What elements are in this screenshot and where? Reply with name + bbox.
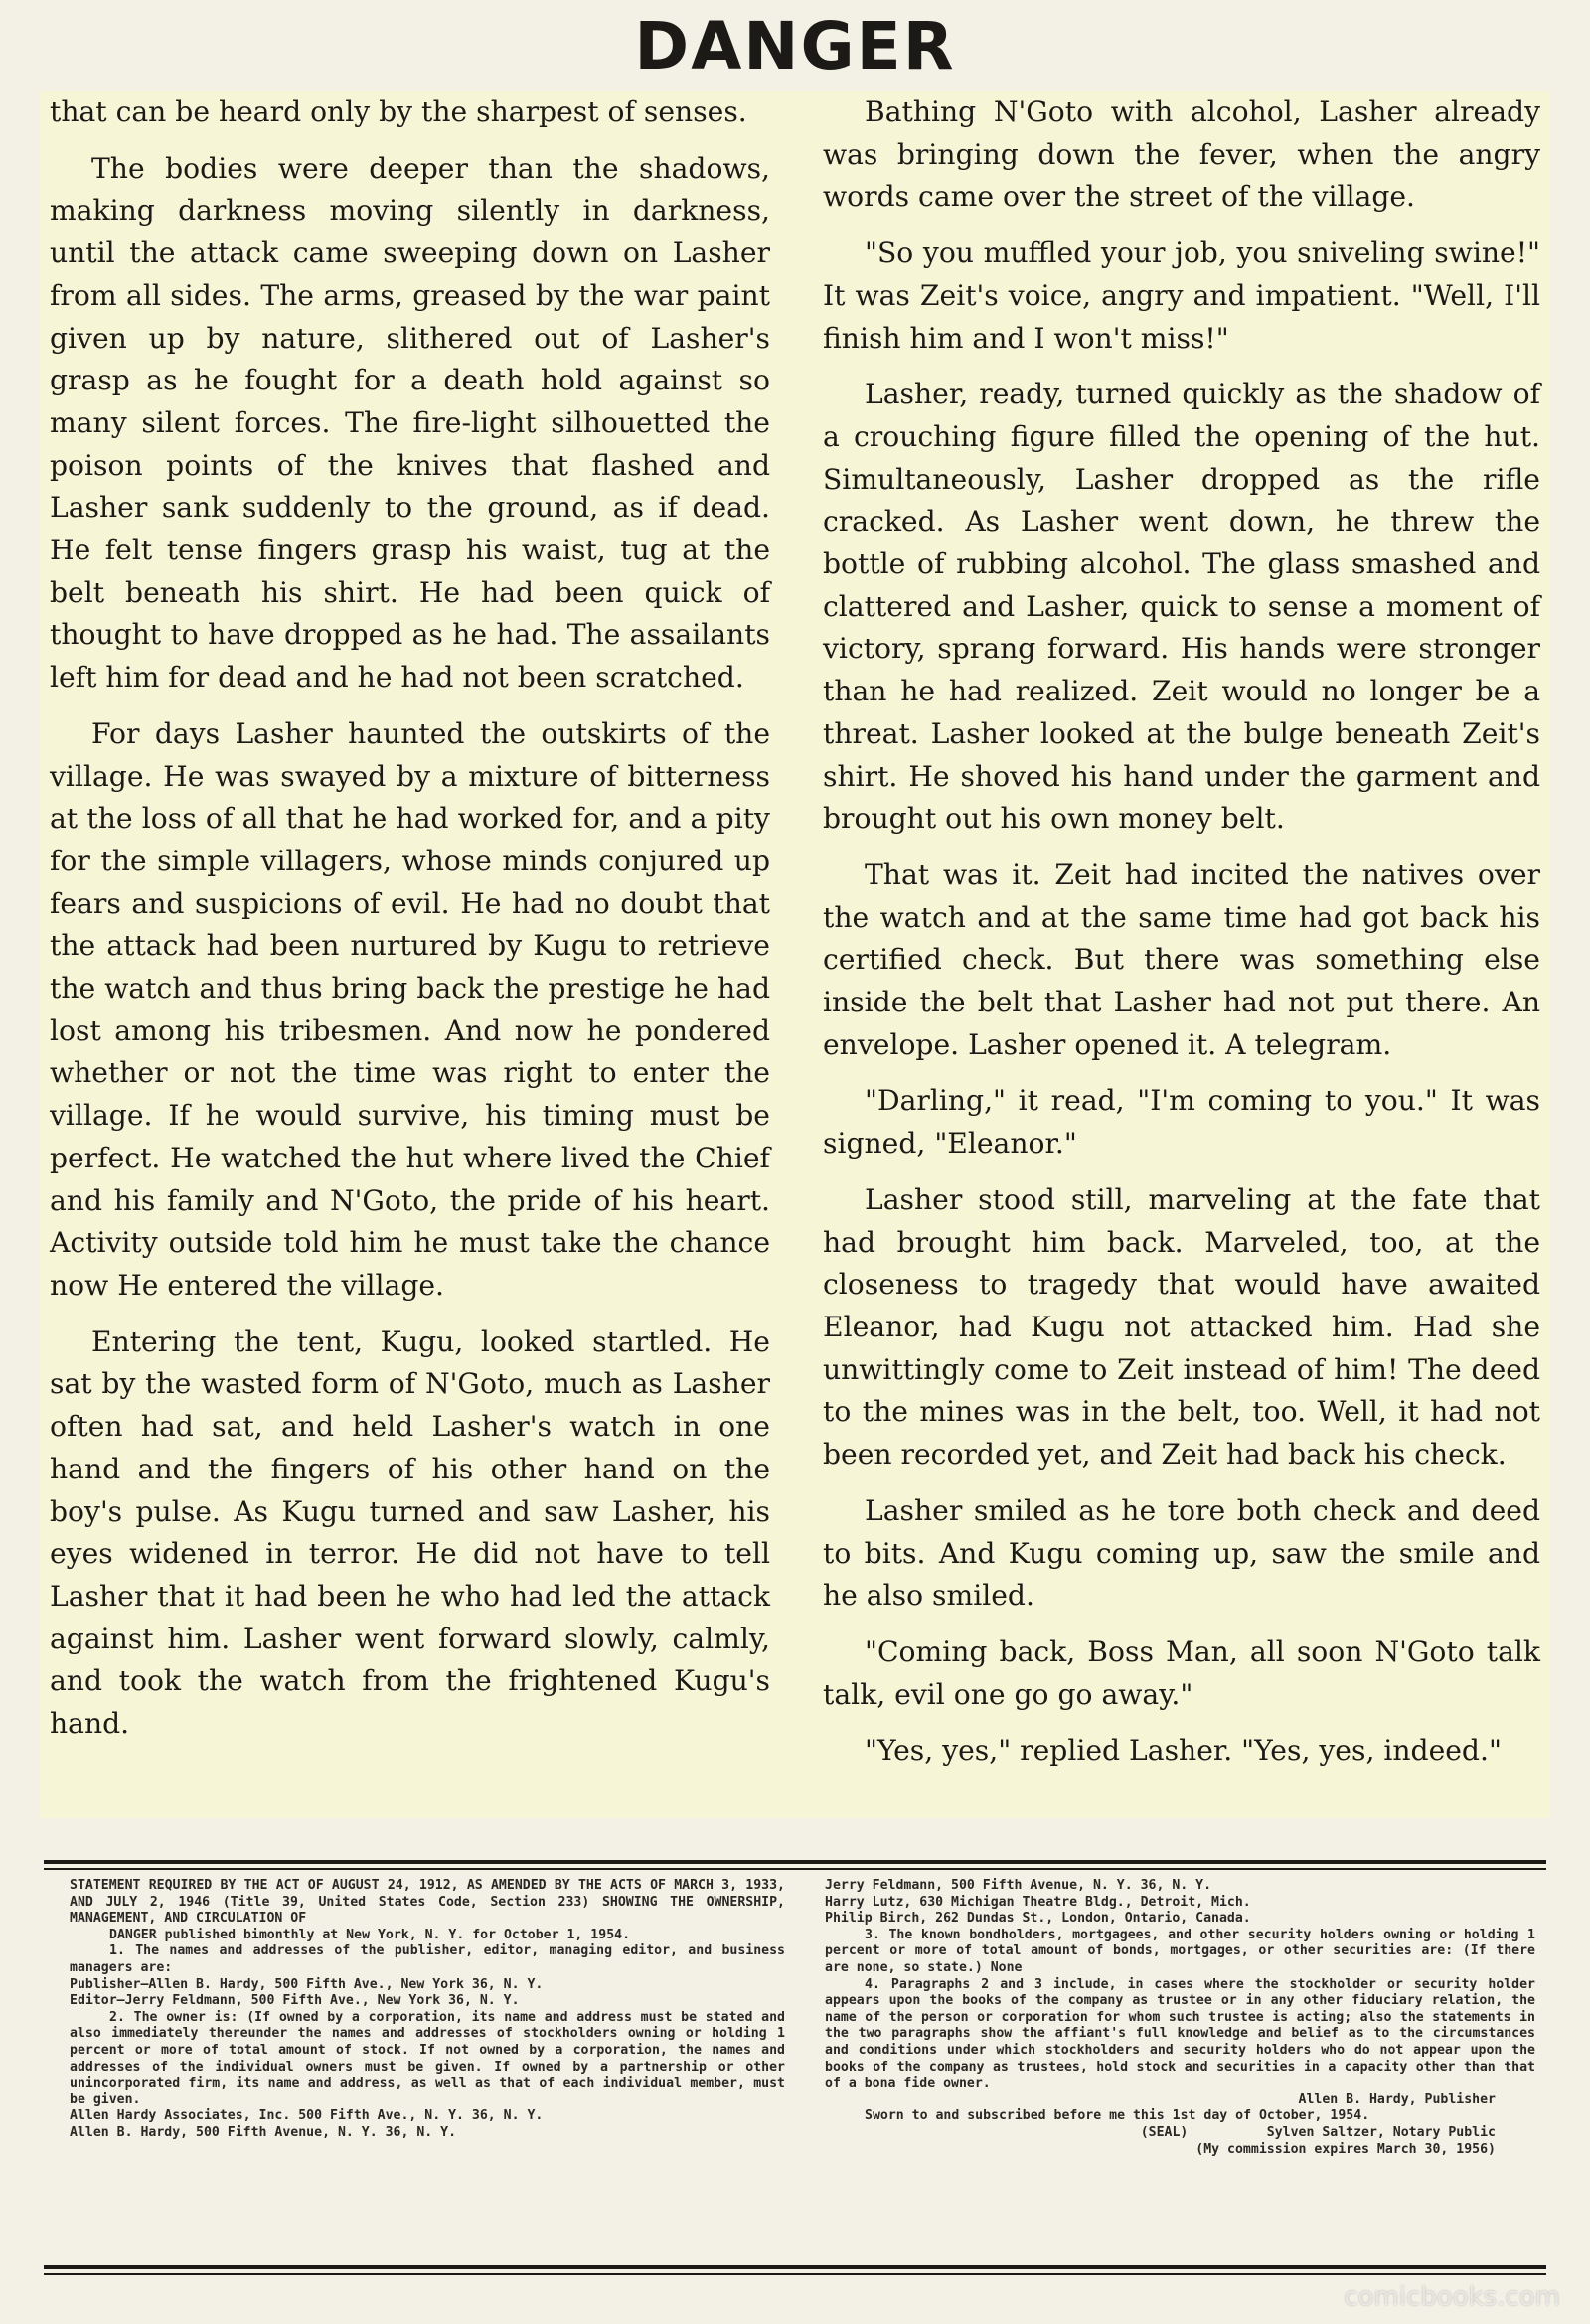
statement-line: 4. Paragraphs 2 and 3 include, in cases where the stockholder or security holder appears upon the books of the company as trustee or in any other fiduciary relation, the name of the person or corporation for whom such trustee is acting; also the statements in the two paragraphs show the affiant's full knowledge and belief as to the circumstances and conditions under which stockholders and security holders who do not appear upon the books of the company as trustees, hold stock and securities in a capacity other than that of a bona fide owner. [825, 1976, 1535, 2092]
notary-line: (SEAL) Sylven Saltzer, Notary Public [1140, 2124, 1496, 2140]
statement-line: Harry Lutz, 630 Michigan Theatre Bldg., Detroit, Mich. [825, 1894, 1251, 1910]
statement-line: 1. The names and addresses of the publisher, editor, managing editor, and business managers are: [70, 1943, 785, 1975]
statement-line: 2. The owner is: (If owned by a corporation, its name and address must be stated and also immediately thereunder the names and addresses of stockholders owning or holding 1 percent or more of total amount of stock. If not owned by a corporation, the names and addresses of the individual owners must be given. If owned by a partnership or other unincorporated firm, its name and address, as well as that of each individual member, must be given. [70, 2009, 785, 2107]
story-paragraph: "Coming back, Boss Man, all soon N'Goto talk talk, evil one go go away." [823, 1634, 1540, 1711]
commission-line: (My commission expires March 30, 1956) [1195, 2141, 1496, 2157]
story-paragraph: Entering the tent, Kugu, looked startled. He sat by the wasted form of N'Goto, much as Lasher often had sat, and held Lasher's watch in one hand and the fingers of his other hand on the boy's pulse. As Kugu turned and saw Lasher, his eyes widened in terror. He did not have to tell Lasher that it had been he who had led the attack against him. Lasher went forward slowly, calmly, and took the watch from the frightened Kugu's hand. [50, 1324, 770, 1741]
story-panel [40, 91, 1550, 1818]
ownership-statement-right [825, 1878, 1535, 2158]
statement-line: Allen B. Hardy, 500 Fifth Avenue, N. Y. 36, N. Y. [70, 2124, 457, 2140]
story-paragraph: The bodies were deeper than the shadows, making darkness moving silently in darkness, until the attack came sweeping down on Lasher from all sides. The arms, greased by the war paint given up by nature, slithered out of Lasher's grasp as he fought for a death hold against so many silent forces. The fire-light silhouetted the poison points of the knives that flashed and Lasher sank suddenly to the ground, as if dead. He felt tense fingers grasp his waist, tug at the belt beneath his shirt. He had been quick of thought to have dropped as he had. The assailants left him for dead and he had not been scratched. [50, 151, 770, 695]
statement-line: Publisher—Allen B. Hardy, 500 Fifth Ave., New York 36, N. Y. [70, 1976, 544, 1992]
statement-line: Sworn to and subscribed before me this 1st day of October, 1954. [865, 2108, 1370, 2124]
story-paragraph: "Darling," it read, "I'm coming to you." It was signed, "Eleanor." [823, 1084, 1540, 1161]
statement-line: Editor—Jerry Feldmann, 500 Fifth Ave., New York 36, N. Y. [70, 1993, 520, 2009]
statement-line: Philip Birch, 262 Dundas St., London, Ontario, Canada. [825, 1911, 1251, 1927]
story-paragraph: Lasher, ready, turned quickly as the shadow of a crouching figure filled the opening of the hut. Simultaneously, Lasher dropped as the rifle cracked. As Lasher went down, he threw the bottle of rubbing alcohol. The glass smashed and clattered and Lasher, quick to sense a moment of victory, sprang forward. His hands were stronger than he had realized. Zeit would no longer be a threat. Lasher looked at the bulge beneath Zeit's shirt. He shoved his hand under the garment and brought out his own money belt. [823, 378, 1540, 836]
site-watermark: comicbooks.com [1344, 2282, 1560, 2312]
story-paragraph: "Yes, yes," replied Lasher. "Yes, yes, indeed." [865, 1734, 1502, 1768]
story-paragraph: Lasher stood still, marveling at the fate that had brought him back. Marveled, too, at the closeness to tragedy that would have awaited Eleanor, had Kugu not attacked him. Had she unwittingly come to Zeit instead of him! The deed to the mines was in the belt, too. Well, it had not been recorded yet, and Zeit had back his check. [823, 1182, 1540, 1472]
statement-line: Jerry Feldmann, 500 Fifth Avenue, N. Y. 36, N. Y. [825, 1878, 1212, 1893]
statement-line: 3. The known bondholders, mortgagees, and other security holders owning or holding 1 percent or more of total amount of bonds, mortgages, or other securities are: (If there are none, so state.) None [825, 1927, 1535, 1975]
story-paragraph: For days Lasher haunted the outskirts of the village. He was swayed by a mixture of bitterness at the loss of all that he had worked for, and a pity for the simple villagers, whose minds conjured up fears and suspicions of evil. He had no doubt that the attack had been nurtured by Kugu to retrieve the watch and thus bring back the prestige he had lost among his tribesmen. And now he pondered whether or not the time was right to enter the village. If he would survive, his timing must be perfect. He watched the hut where lived the Chief and his family and N'Goto, the pride of his heart. Activity outside told him he must take the chance now He entered the village. [50, 716, 770, 1302]
story-paragraph: that can be heard only by the sharpest of senses. [50, 95, 747, 128]
statement-line: DANGER published bimonthly at New York, N. Y. for October 1, 1954. [109, 1927, 631, 1942]
statement-line: STATEMENT REQUIRED BY THE ACT OF AUGUST 24, 1912, AS AMENDED BY THE ACTS OF MARCH 3, 1933, AND JULY 2, 1946 (Title 39, United States Code, Section 233) SHOWING THE OWNERSHIP, MANAGEMENT, AND CIRCULATION OF [70, 1878, 785, 1927]
story-paragraph: Bathing N'Goto with alcohol, Lasher already was bringing down the fever, when the angry words came over the street of the village. [823, 95, 1540, 214]
story-paragraph: Lasher smiled as he tore both check and deed to bits. And Kugu coming up, saw the smile and he also smiled. [823, 1493, 1540, 1613]
divider-rule [44, 2265, 1546, 2269]
story-column-right [823, 91, 1540, 1786]
page-title: DANGER [634, 8, 956, 84]
story-column-left [50, 91, 770, 1760]
story-paragraph: "So you muffled your job, you sniveling swine!" It was Zeit's voice, angry and impatient. "Well, I'll finish him and I won't miss!" [823, 236, 1540, 355]
publisher-signature: Allen B. Hardy, Publisher [1298, 2092, 1496, 2107]
ownership-statement-left [70, 1878, 785, 2142]
story-paragraph: That was it. Zeit had incited the natives over the watch and at the same time had got back his certified check. But there was something else inside the belt that Lasher had not put there. An envelope. Lasher opened it. A telegram. [823, 857, 1540, 1061]
divider-rule [44, 1860, 1546, 1864]
divider-rule [44, 1868, 1546, 1870]
divider-rule [44, 2273, 1546, 2275]
statement-line: Allen Hardy Associates, Inc. 500 Fifth Ave., N. Y. 36, N. Y. [70, 2108, 544, 2124]
